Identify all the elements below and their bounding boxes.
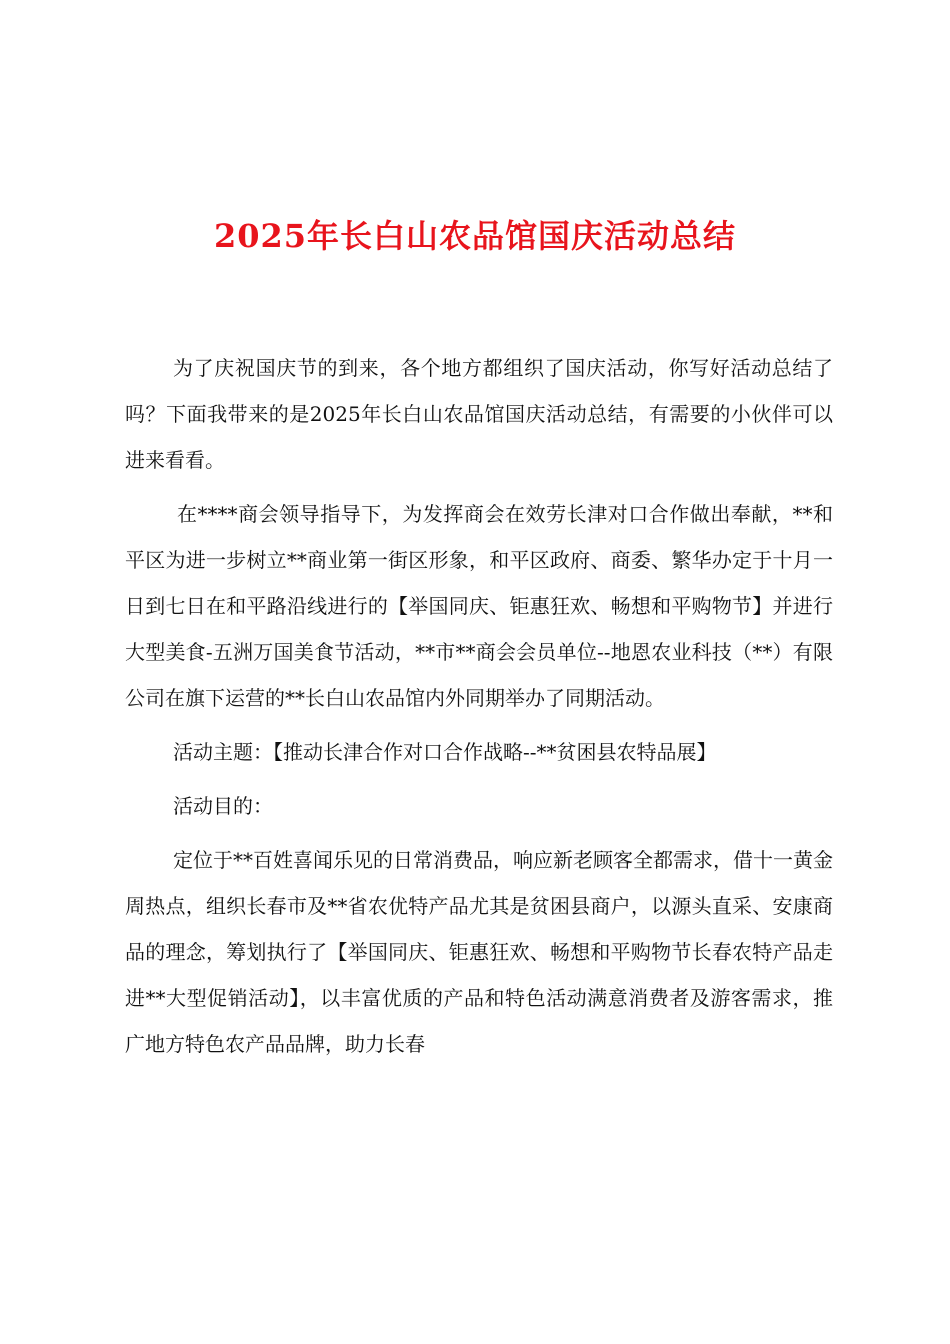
activity-purpose-paragraph: 定位于**百姓喜闻乐见的日常消费品，响应新老顾客全都需求，借十一黄金周热点，组织长春市及**省农优特产品尤其是贫困县商户，以源头直采、安康商品的理念，筹划执行了【举国同庆、钜惠狂欢、畅想和平购物节长春农特产品走进**大型促销活动】，以丰富优质的产品和特色活动满意消费者及游客需求，推广地方特色农产品品牌，助力长春 <box>125 848 833 1056</box>
document-body <box>125 345 833 1075</box>
document-title: 2025年长白山农品馆国庆活动总结 <box>213 217 737 255</box>
activity-purpose-heading: 活动目的： <box>173 794 273 818</box>
intro-paragraph: 为了庆祝国庆节的到来，各个地方都组织了国庆活动，你写好活动总结了吗？下面我带来的是2025年长白山农品馆国庆活动总结，有需要的小伙伴可以进来看看。 <box>125 356 833 472</box>
activity-theme-paragraph: 活动主题：【推动长津合作对口合作战略--**贫困县农特品展】 <box>173 740 717 764</box>
background-paragraph: 在****商会领导指导下，为发挥商会在效劳长津对口合作做出奉献，**和平区为进一步树立**商业第一街区形象，和平区政府、商委、繁华办定于十月一日到七日在和平路沿线进行的【举国同庆、钜惠狂欢、畅想和平购物节】并进行大型美食-五洲万国美食节活动，**市**商会会员单位--地恩农业科技（**）有限公司在旗下运营的**长白山农品馆内外同期举办了同期活动。 <box>125 502 833 710</box>
